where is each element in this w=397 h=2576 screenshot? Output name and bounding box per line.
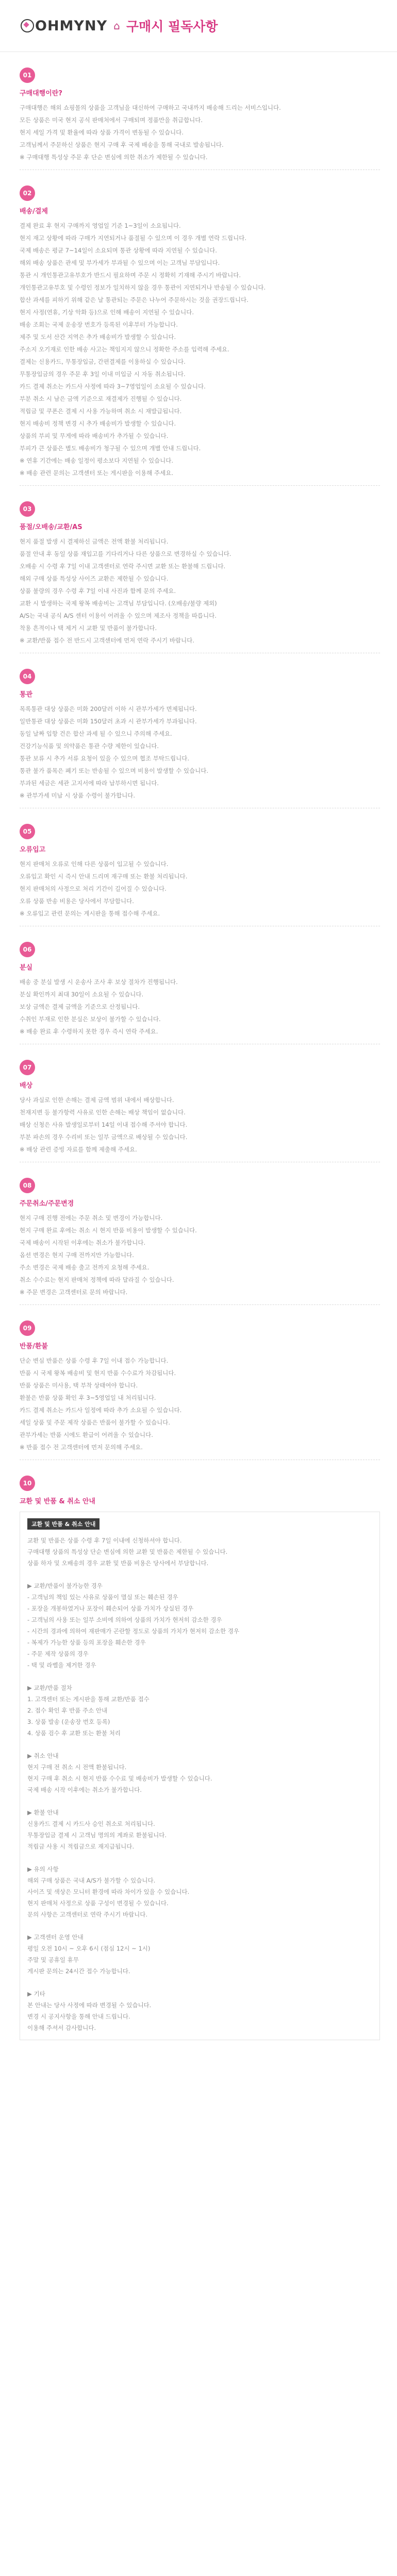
section-title: 품절/오배송/교환/AS <box>20 523 82 531</box>
brand-name: OHMYNY <box>35 18 108 34</box>
section-number-badge: 05 <box>20 824 35 839</box>
section-number-badge: 08 <box>20 1178 35 1193</box>
section-tag: 교환 및 반품 & 취소 안내 <box>27 1518 100 1530</box>
section-number-badge: 10 <box>20 1476 35 1491</box>
section-body: 구매대행은 해외 쇼핑몰의 상품을 고객님을 대신하여 구매하고 국내까지 배송해 드리는 서비스입니다. 모든 상품은 미국 현지 공식 판매처에서 구매되며 정품만을 취급합니다. 현지 세일 가격 및 환율에 따라 상품 가격이 변동될 수 있습니다. 고객님께서 주문하신 상품은 현지 구매 후 국제 배송을 통해 국내로 발송됩니다. ※ 구매대행 특성상 주문 후 단순 변심에 의한 취소가 제한될 수 있습니다. <box>20 101 380 170</box>
notice-section <box>20 1460 380 2040</box>
notice-section <box>20 52 380 170</box>
section-body: 현지 구매 진행 전에는 주문 취소 및 변경이 가능합니다. 현지 구매 완료 후에는 취소 시 현지 반품 비용이 발생할 수 있습니다. 국제 배송이 시작된 이후에는 취소가 불가합니다. 옵션 변경은 현지 구매 전까지만 가능합니다. 주소 변경은 국제 배송 출고 전까지 요청해 주세요. 취소 수수료는 현지 판매처 정책에 따라 달라질 수 있습니다. ※ 주문 변경은 고객센터로 문의 바랍니다. <box>20 1212 380 1305</box>
section-body: 배송 중 분실 발생 시 운송사 조사 후 보상 절차가 진행됩니다. 분실 확인까지 최대 30일이 소요될 수 있습니다. 보상 금액은 결제 금액을 기준으로 산정됩니다. 수취인 부재로 인한 분실은 보상이 불가할 수 있습니다. ※ 배송 완료 후 수령하지 못한 경우 즉시 연락 주세요. <box>20 976 380 1044</box>
section-title: 반품/환불 <box>20 1343 48 1350</box>
section-number-badge: 01 <box>20 67 35 83</box>
notice-section <box>20 1305 380 1460</box>
sections-container <box>0 52 397 2040</box>
section-title: 분실 <box>20 964 33 972</box>
section-title: 오류입고 <box>20 846 46 854</box>
hanger-icon: ⌂ <box>113 20 120 32</box>
section-body: 교환 및 반품은 상품 수령 후 7일 이내에 신청하셔야 합니다. 구매대행 상품의 특성상 단순 변심에 의한 교환 및 반품은 제한될 수 있습니다. 상품 하자 및 오배송의 경우 교환 및 반품 비용은 당사에서 부담합니다. ▶ 교환/반품이 불가능한 경우 - 고객님의 책임 있는 사유로 상품이 멸실 또는 훼손된 경우 - 포장을 개봉하였거나 포장이 훼손되어 상품 가치가 상실된 경우 - 고객님의 사용 또는 일부 소비에 의하여 상품의 가치가 현저히 감소한 경우 - 시간의 경과에 의하여 재판매가 곤란할 정도로 상품의 가치가 현저히 감소한 경우 - 복제가 가능한 상품 등의 포장을 훼손한 경우 - 주문 제작 상품의 경우 - 택 및 라벨을 제거한 경우 ▶ 교환/반품 절차 1. 고객센터 또는 게시판을 통해 교환/반품 접수 2. 접수 확인 후 반품 주소 안내 3. 상품 발송 (운송장 번호 등록) 4. 상품 검수 후 교환 또는 환불 처리 ▶ 취소 안내 현지 구매 전 취소 시 전액 환불됩니다. 현지 구매 후 취소 시 현지 반품 수수료 및 배송비가 발생할 수 있습니다. 국제 배송 시작 이후에는 취소가 불가합니다. ▶ 환불 안내 신용카드 결제 시 카드사 승인 취소로 처리됩니다. 무통장입금 결제 시 고객님 명의의 계좌로 환불됩니다. 적립금 사용 시 적립금으로 재지급됩니다. ▶ 유의 사항 해외 구매 상품은 국내 A/S가 불가할 수 있습니다. 사이즈 및 색상은 모니터 환경에 따라 차이가 있을 수 있습니다. 현지 판매처 사정으로 상품 구성이 변경될 수 있습니다. 문의 사항은 고객센터로 연락 주시기 바랍니다. ▶ 고객센터 운영 안내 평일 오전 10시 ~ 오후 6시 (점심 12시 ~ 1시) 주말 및 공휴일 휴무 게시판 문의는 24시간 접수 가능합니다. ▶ 기타 본 안내는 당사 사정에 따라 변경될 수 있습니다. 변경 시 공지사항을 통해 안내 드립니다. 이용해 주셔서 감사합니다. <box>27 1537 239 2031</box>
section-title: 구매대행이란? <box>20 90 62 97</box>
section-number-badge: 02 <box>20 185 35 201</box>
section-body: 당사 과실로 인한 손해는 결제 금액 범위 내에서 배상합니다. 천재지변 등 불가항력 사유로 인한 손해는 배상 책임이 없습니다. 배상 신청은 사유 발생일로부터 14일 이내 접수해 주셔야 합니다. 부분 파손의 경우 수리비 또는 일부 금액으로 배상될 수 있습니다. ※ 배상 관련 증빙 자료를 함께 제출해 주세요. <box>20 1094 380 1162</box>
notice-section <box>20 486 380 653</box>
section-body: 단순 변심 반품은 상품 수령 후 7일 이내 접수 가능합니다. 반품 시 국제 왕복 배송비 및 현지 반품 수수료가 차감됩니다. 반품 상품은 미사용, 택 부착 상태여야 합니다. 환불은 반품 상품 확인 후 3~5영업일 내 처리됩니다. 카드 결제 취소는 카드사 일정에 따라 추가 소요될 수 있습니다. 세일 상품 및 주문 제작 상품은 반품이 불가할 수 있습니다. 관부가세는 반품 시에도 환급이 어려울 수 있습니다. ※ 반품 접수 전 고객센터에 먼저 문의해 주세요. <box>20 1354 380 1460</box>
section-title: 배송/결제 <box>20 208 48 215</box>
policy-box <box>20 1512 380 2040</box>
logo-heart-icon <box>21 19 34 32</box>
notice-section <box>20 926 380 1044</box>
notice-section <box>20 653 380 808</box>
brand-logo <box>21 18 107 34</box>
page-title: 구매시 필독사항 <box>126 19 218 34</box>
notice-section <box>20 808 380 926</box>
section-body: 결제 완료 후 현지 구매까지 영업일 기준 1~3일이 소요됩니다. 현지 재고 상황에 따라 구매가 지연되거나 품절될 수 있으며 이 경우 개별 연락 드립니다. 국제 배송은 평균 7~14일이 소요되며 통관 상황에 따라 지연될 수 있습니다. 해외 배송 상품은 관세 및 부가세가 부과될 수 있으며 이는 고객님 부담입니다. 통관 시 개인통관고유부호가 반드시 필요하며 주문 시 정확히 기재해 주시기 바랍니다. 개인통관고유부호 및 수령인 정보가 일치하지 않을 경우 통관이 지연되거나 반송될 수 있습니다. 합산 과세를 피하기 위해 같은 날 통관되는 주문은 나누어 주문하시는 것을 권장드립니다. 현지 사정(연휴, 기상 악화 등)으로 인해 배송이 지연될 수 있습니다. 배송 조회는 국제 운송장 번호가 등록된 이후부터 가능합니다. 제주 및 도서 산간 지역은 추가 배송비가 발생할 수 있습니다. 주소지 오기재로 인한 배송 사고는 책임지지 않으니 정확한 주소를 입력해 주세요. 결제는 신용카드, 무통장입금, 간편결제를 이용하실 수 있습니다. 무통장입금의 경우 주문 후 3일 이내 미입금 시 자동 취소됩니다. 카드 결제 취소는 카드사 사정에 따라 3~7영업일이 소요될 수 있습니다. 부분 취소 시 남은 금액 기준으로 재결제가 진행될 수 있습니다. 적립금 및 쿠폰은 결제 시 사용 가능하며 취소 시 재발급됩니다. 현지 배송비 정책 변경 시 추가 배송비가 발생할 수 있습니다. 상품의 부피 및 무게에 따라 배송비가 추가될 수 있습니다. 부피가 큰 상품은 별도 배송비가 청구될 수 있으며 개별 안내 드립니다. ※ 연휴 기간에는 배송 일정이 평소보다 지연될 수 있습니다. ※ 배송 관련 문의는 고객센터 또는 게시판을 이용해 주세요. <box>20 219 380 486</box>
section-body: 현지 품절 발생 시 결제하신 금액은 전액 환불 처리됩니다. 품절 안내 후 동일 상품 재입고를 기다리거나 다른 상품으로 변경하실 수 있습니다. 오배송 시 수령 후 7일 이내 고객센터로 연락 주시면 교환 또는 환불해 드립니다. 해외 구매 상품 특성상 사이즈 교환은 제한될 수 있습니다. 상품 불량의 경우 수령 후 7일 이내 사진과 함께 문의 주세요. 교환 시 발생하는 국제 왕복 배송비는 고객님 부담입니다. (오배송/불량 제외) A/S는 국내 공식 A/S 센터 이용이 어려울 수 있으며 제조사 정책을 따릅니다. 착용 흔적이나 택 제거 시 교환 및 반품이 불가합니다. ※ 교환/반품 접수 전 반드시 고객센터에 먼저 연락 주시기 바랍니다. <box>20 535 380 653</box>
section-number-badge: 06 <box>20 942 35 957</box>
section-body: 현지 판매처 오류로 인해 다른 상품이 입고될 수 있습니다. 오류입고 확인 시 즉시 안내 드리며 재구매 또는 환불 처리됩니다. 현지 판매처의 사정으로 처리 기간이 길어질 수 있습니다. 오류 상품 반송 비용은 당사에서 부담합니다. ※ 오류입고 관련 문의는 게시판을 통해 접수해 주세요. <box>20 858 380 926</box>
section-number-badge: 03 <box>20 501 35 517</box>
notice-section <box>20 1044 380 1162</box>
section-title: 통관 <box>20 691 33 699</box>
section-number-badge: 04 <box>20 669 35 684</box>
section-body: 목록통관 대상 상품은 미화 200달러 이하 시 관부가세가 면제됩니다. 일반통관 대상 상품은 미화 150달러 초과 시 관부가세가 부과됩니다. 동일 날짜 입항 건은 합산 과세 될 수 있으니 주의해 주세요. 건강기능식품 및 의약품은 통관 수량 제한이 있습니다. 통관 보류 시 추가 서류 요청이 있을 수 있으며 협조 부탁드립니다. 통관 불가 품목은 폐기 또는 반송될 수 있으며 비용이 발생할 수 있습니다. 부과된 세금은 세관 고지서에 따라 납부하시면 됩니다. ※ 관부가세 미납 시 상품 수령이 불가합니다. <box>20 703 380 808</box>
notice-section <box>20 170 380 486</box>
header <box>0 0 397 52</box>
section-title: 교환 및 반품 & 취소 안내 <box>20 1498 95 1505</box>
section-title: 주문취소/주문변경 <box>20 1200 74 1208</box>
notice-section <box>20 1162 380 1305</box>
section-number-badge: 09 <box>20 1320 35 1336</box>
section-number-badge: 07 <box>20 1060 35 1075</box>
section-title: 배상 <box>20 1082 33 1090</box>
